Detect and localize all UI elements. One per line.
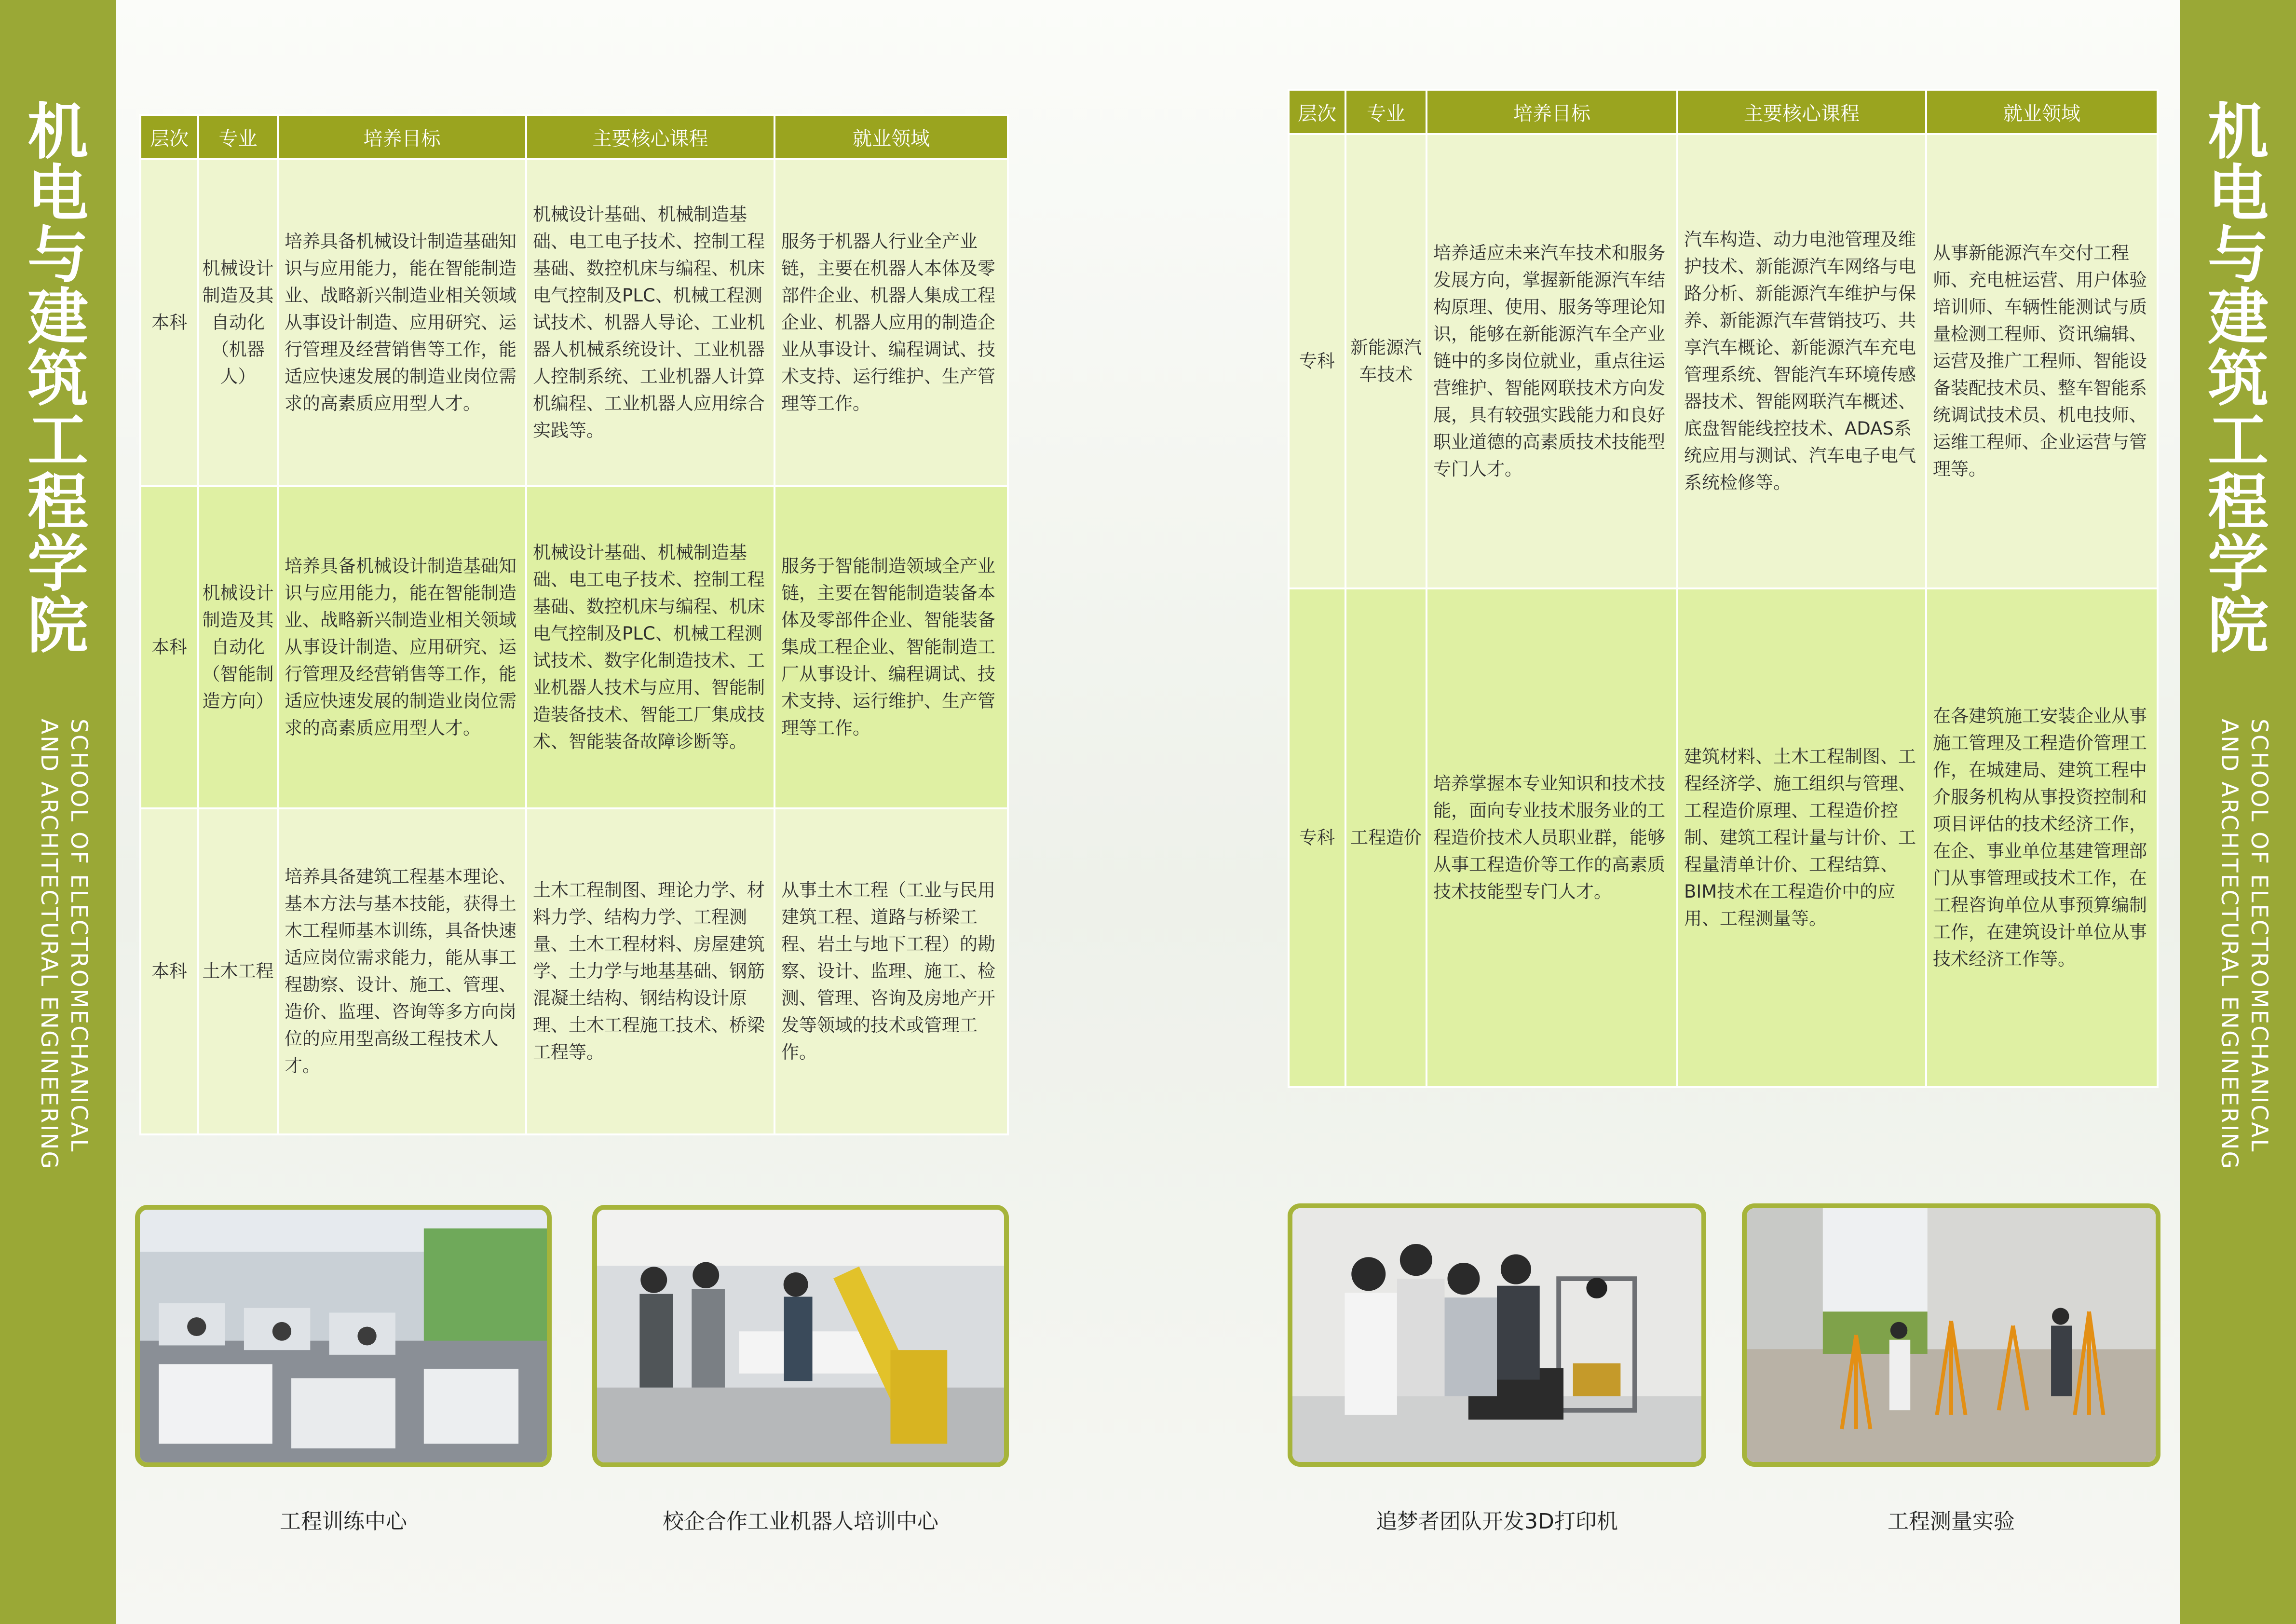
- photo-caption: 校企合作工业机器人培训中心: [663, 1509, 938, 1534]
- cell-courses: 汽车构造、动力电池管理及维护技术、新能源汽车网络与电路分析、新能源汽车维护与保养、新能源汽车营销技巧、共享汽车概论、新能源汽车充电管理系统、智能汽车环境传感器技术、智能网联汽车概述、底盘智能线控技术、ADAS系统应用与测试、汽车电子电气系统检修等。: [1677, 134, 1926, 588]
- cell-career: 服务于智能制造领域全产业链，主要在智能制造装备本体及零部件企业、智能装备集成工程企业、智能制造工厂从事设计、编程调试、技术支持、运行维护、生产管理等工作。: [774, 486, 1008, 808]
- header-career: 就业领域: [774, 115, 1008, 159]
- photo-survey-experiment-image: [1747, 1208, 2156, 1462]
- college-band-right: [2180, 0, 2296, 1624]
- title-char: 建: [27, 282, 88, 353]
- cell-level: 专科: [1289, 588, 1345, 1087]
- table-header-row: [1289, 90, 2158, 134]
- cell-courses: 机械设计基础、机械制造基础、电工电子技术、控制工程基础、数控机床与编程、机床电气控制及PLC、机械工程测试技术、数字化制造技术、工业机器人技术与应用、智能制造装备技术、智能工厂集成技术、智能装备故障诊断等。: [526, 486, 774, 808]
- photo-caption: 工程测量实验: [1888, 1509, 2015, 1534]
- title-en-line: AND ARCHITECTURAL ENGINEERING: [36, 719, 62, 1171]
- title-char: 建: [2208, 282, 2269, 353]
- photo-training-center: [135, 1205, 552, 1467]
- cell-level: 本科: [140, 159, 198, 486]
- table-row: [140, 159, 1008, 486]
- title-char: 电: [27, 158, 88, 229]
- photo-3d-printer-image: [1292, 1208, 1701, 1462]
- header-goal: 培养目标: [278, 115, 526, 159]
- cell-major: 土木工程: [198, 808, 278, 1134]
- title-char: 院: [27, 590, 88, 661]
- table-header-row: [140, 115, 1008, 159]
- cell-courses: 土木工程制图、理论力学、材料力学、结构力学、工程测量、土木工程材料、房屋建筑学、土力学与地基基础、钢筋混凝土结构、钢结构设计原理、土木工程施工技术、桥梁工程等。: [526, 808, 774, 1134]
- photo-3d-printer: [1288, 1203, 1706, 1467]
- program-table-left: [139, 114, 1009, 1135]
- title-char: 电: [2208, 158, 2269, 229]
- title-char: 筑: [2208, 343, 2269, 414]
- title-char: 与: [27, 220, 88, 291]
- cell-courses: 建筑材料、土木工程制图、工程经济学、施工组织与管理、工程造价原理、工程造价控制、建筑工程计量与计价、工程量清单计价、工程结算、BIM技术在工程造价中的应用、工程测量等。: [1677, 588, 1926, 1087]
- college-title-right: [2180, 96, 2296, 661]
- cell-goal: 培养具备机械设计制造基础知识与应用能力，能在智能制造业、战略新兴制造业相关领域从事设计制造、应用研究、运行管理及经营销售等工作，能适应快速发展的制造业岗位需求的高素质应用型人才。: [278, 486, 526, 808]
- cell-career: 服务于机器人行业全产业链，主要在机器人本体及零部件企业、机器人集成工程企业、机器人应用的制造企业从事设计、编程调试、技术支持、运行维护、生产管理等工作。: [774, 159, 1008, 486]
- title-en-line: SCHOOL OF ELECTROMECHANICAL: [2246, 719, 2272, 1153]
- table-row: [1289, 588, 2158, 1087]
- header-level: 层次: [1289, 90, 1345, 134]
- header-level: 层次: [140, 115, 198, 159]
- table-row: [1289, 134, 2158, 588]
- cell-level: 本科: [140, 808, 198, 1134]
- title-en-line: SCHOOL OF ELECTROMECHANICAL: [66, 719, 92, 1153]
- cell-goal: 培养具备机械设计制造基础知识与应用能力，能在智能制造业、战略新兴制造业相关领域从事设计制造、应用研究、运行管理及经营销售等工作，能适应快速发展的制造业岗位需求的高素质应用型人才。: [278, 159, 526, 486]
- header-courses: 主要核心课程: [1677, 90, 1926, 134]
- title-char: 程: [27, 467, 88, 538]
- title-char: 学: [27, 529, 88, 600]
- header-major: 专业: [198, 115, 278, 159]
- title-en-line: AND ARCHITECTURAL ENGINEERING: [2216, 719, 2242, 1171]
- cell-goal: 培养掌握本专业知识和技术技能，面向专业技术服务业的工程造价技术人员职业群，能够从事工程造价等工作的高素质技术技能型专门人才。: [1427, 588, 1677, 1087]
- header-career: 就业领域: [1926, 90, 2158, 134]
- header-courses: 主要核心课程: [526, 115, 774, 159]
- title-char: 工: [2208, 405, 2269, 476]
- header-major: 专业: [1345, 90, 1427, 134]
- cell-goal: 培养具备建筑工程基本理论、基本方法与基本技能，获得土木工程师基本训练，具备快速适应岗位需求能力，能从事工程勘察、设计、施工、管理、造价、监理、咨询等多方向岗位的应用型高级工程技术人才。: [278, 808, 526, 1134]
- photo-survey-experiment: [1742, 1203, 2160, 1467]
- cell-major: 工程造价: [1345, 588, 1427, 1087]
- college-title-en-right: [2214, 719, 2274, 1170]
- table-row: [140, 486, 1008, 808]
- cell-goal: 培养适应未来汽车技术和服务发展方向，掌握新能源汽车结构原理、使用、服务等理论知识，能够在新能源汽车全产业链中的多岗位就业，重点往运营维护、智能网联技术方向发展，具有较强实践能力和良好职业道德的高素质技术技能型专门人才。: [1427, 134, 1677, 588]
- college-band-left: [0, 0, 116, 1624]
- title-char: 工: [27, 405, 88, 476]
- cell-major: 机械设计制造及其自动化（机器人）: [198, 159, 278, 486]
- title-char: 程: [2208, 467, 2269, 538]
- program-table-right: [1288, 89, 2159, 1088]
- title-char: 筑: [27, 343, 88, 414]
- photo-training-center-image: [140, 1210, 547, 1462]
- cell-career: 从事土木工程（工业与民用建筑工程、道路与桥梁工程、岩土与地下工程）的勘察、设计、监理、施工、检测、管理、咨询及房地产开发等领域的技术或管理工作。: [774, 808, 1008, 1134]
- photo-caption: 工程训练中心: [280, 1509, 407, 1534]
- title-char: 院: [2208, 590, 2269, 661]
- photo-robot-training: [592, 1205, 1009, 1467]
- table-row: [140, 808, 1008, 1134]
- college-title-en-left: [34, 719, 94, 1170]
- title-char: 学: [2208, 529, 2269, 600]
- title-char: 机: [27, 96, 88, 167]
- title-char: 机: [2208, 96, 2269, 167]
- college-title-left: [0, 96, 116, 661]
- cell-level: 专科: [1289, 134, 1345, 588]
- cell-career: 在各建筑施工安装企业从事施工管理及工程造价管理工作，在城建局、建筑工程中介服务机构从事投资控制和项目评估的技术经济工作，在企、事业单位基建管理部门从事管理或技术工作，在工程咨询单位从事预算编制工作，在建筑设计单位从事技术经济工作等。: [1926, 588, 2158, 1087]
- cell-career: 从事新能源汽车交付工程师、充电桩运营、用户体验培训师、车辆性能测试与质量检测工程师、资讯编辑、运营及推广工程师、智能设备装配技术员、整车智能系统调试技术员、机电技师、运维工程师、企业运营与管理等。: [1926, 134, 2158, 588]
- header-goal: 培养目标: [1427, 90, 1677, 134]
- title-char: 与: [2208, 220, 2269, 291]
- photo-robot-training-image: [597, 1210, 1004, 1462]
- cell-major: 机械设计制造及其自动化（智能制造方向）: [198, 486, 278, 808]
- photo-caption: 追梦者团队开发3D打印机: [1376, 1509, 1618, 1534]
- cell-level: 本科: [140, 486, 198, 808]
- cell-courses: 机械设计基础、机械制造基础、电工电子技术、控制工程基础、数控机床与编程、机床电气控制及PLC、机械工程测试技术、机器人导论、工业机器人机械系统设计、工业机器人控制系统、工业机器人计算机编程、工业机器人应用综合实践等。: [526, 159, 774, 486]
- cell-major: 新能源汽车技术: [1345, 134, 1427, 588]
